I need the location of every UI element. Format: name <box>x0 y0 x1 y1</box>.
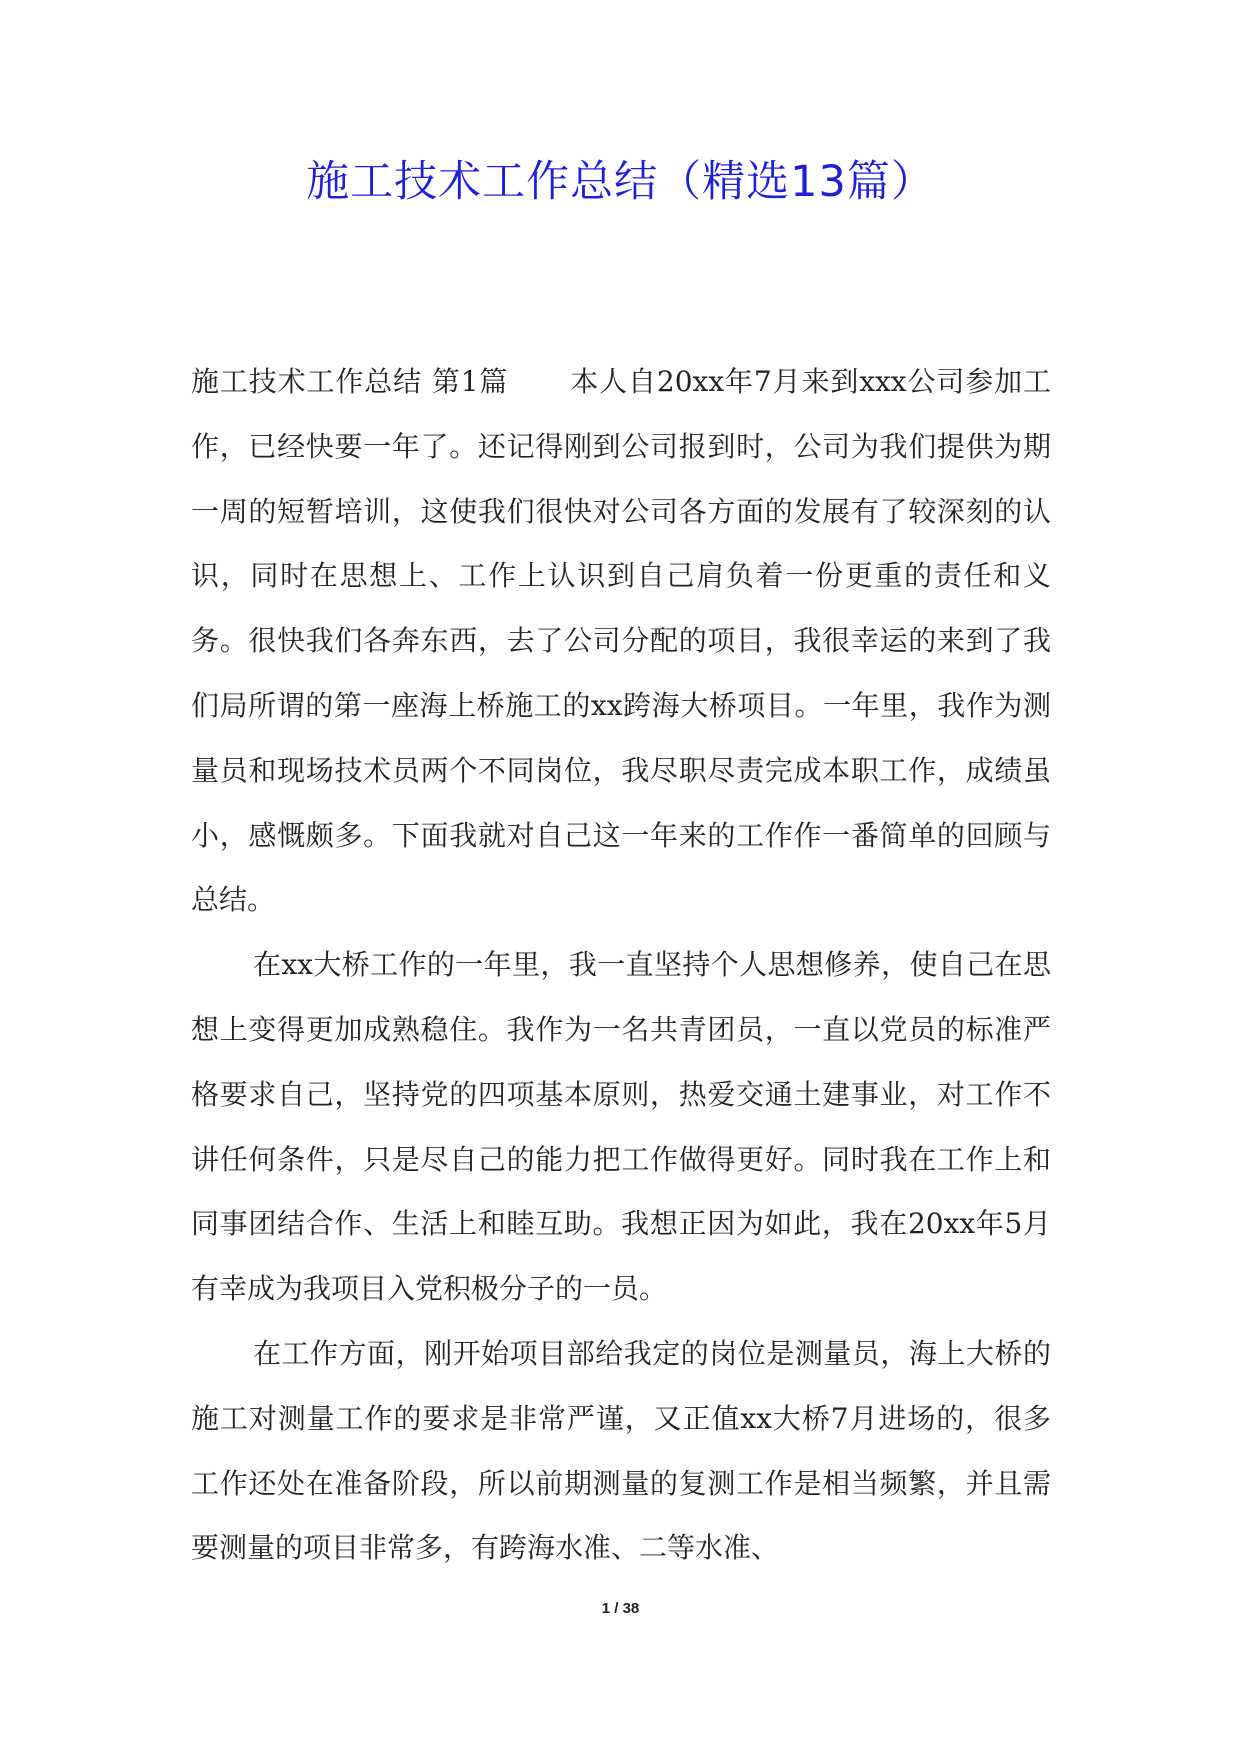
paragraph-2: 在xx大桥工作的一年里，我一直坚持个人思想修养，使自己在思想上变得更加成熟稳住。我作为一名共青团员，一直以党员的标准严格要求自己，坚持党的四项基本原则，热爱交通土建事业，对工作不讲任何条件，只是尽自己的能力把工作做得更好。同时我在工作上和同事团结合作、生活上和睦互助。我想正因为如此，我在20xx年5月有幸成为我项目入党积极分子的一员。 <box>191 948 1051 1306</box>
paragraph-3: 在工作方面，刚开始项目部给我定的岗位是测量员，海上大桥的施工对测量工作的要求是非常严谨，又正值xx大桥7月进场的，很多工作还处在准备阶段，所以前期测量的复测工作是相当频繁，并且需要测量的项目非常多，有跨海水准、二等水准、 <box>191 1336 1051 1565</box>
page-number: 1 / 38 <box>601 1600 640 1617</box>
section-heading: 施工技术工作总结 第1篇 <box>191 365 509 398</box>
document-title: 施工技术工作总结（精选13篇） <box>306 157 935 207</box>
paragraph-1-text: 本人自20xx年7月来到xxx公司参加工作，已经快要一年了。还记得刚到公司报到时，公司为我们提供为期一周的短暂培训，这使我们很快对公司各方面的发展有了较深刻的认识，同时在思想上、工作上认识到自己肩负着一份更重的责任和义务。很快我们各奔东西，去了公司分配的项目，我很幸运的来到了我们局所谓的第一座海上桥施工的xx跨海大桥项目。一年里，我作为测量员和现场技术员两个不同岗位，我尽职尽责完成本职工作，成绩虽小，感慨颇多。下面我就对自己这一年来的工作作一番简单的回顾与总结。 <box>191 365 1051 917</box>
document-body <box>191 350 1051 1581</box>
paragraph-1 <box>191 350 1051 933</box>
